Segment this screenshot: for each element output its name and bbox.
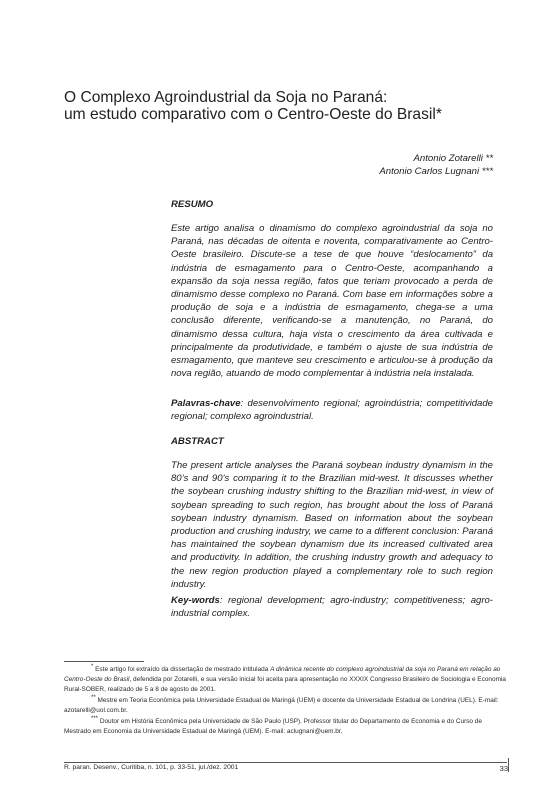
key-words bbox=[171, 594, 493, 620]
footnote-1-rest: , defendida por Zotarelli, e sua versão inicial foi aceita para apresentação no XXXIX Congresso Brasileiro de Sociologia e Economia Rural-SOBER, realizado de 5 a 8 de agosto de 2001. bbox=[64, 676, 506, 693]
footnote-2-text: Mestre em Teoria Econômica pela Universidade Estadual de Maringá (UEM) e docente da Universidade Estadual de Londrina (UEL). E-mail: azotarelli@uol.com.br. bbox=[64, 697, 499, 715]
palavras-chave bbox=[171, 397, 493, 423]
footnote-1-italic: A dinâmica recente do complexo agroindustrial da soja no Paraná em relação ao Centro-Oeste do Brasil bbox=[64, 666, 501, 684]
footnote-3-mark: *** bbox=[91, 716, 99, 722]
resumo-text: Este artigo analisa o dinamismo do complexo agroindustrial da soja no Paraná, nas décadas de oitenta e noventa, comparativamente ao Centro-Oeste brasileiro. Discute-se a tese de que houve “deslocamento” da indústria de esmagamento para o Centro-Oeste, acompanhando a expansão da soja nessa região, fatos que teriam provocado a perda de dinamismo desse complexo no Paraná. Com base em informações sobre a produção de soja e a indústria de esmagamento, chega-se a uma conclusão diferente, verificando-se a manutenção, no Paraná, do dinamismo dessa cultura, haja vista o crescimento da área cultivada e principalmente da produtividade, e também o ajuste de sua indústria de esmagamento, que manteve seu crescimento e articulou-se à produção da nova região, atuando de modo complementar à indústria nela instalada. bbox=[171, 223, 493, 380]
footnote-rule bbox=[64, 661, 144, 662]
page-number-divider bbox=[508, 758, 509, 772]
author-2: Antonio Carlos Lugnani *** bbox=[379, 166, 493, 177]
footnote-1-mark: * bbox=[91, 664, 94, 670]
title-line-2: um estudo comparativo com o Centro-Oeste do Brasil* bbox=[64, 106, 442, 123]
article-title bbox=[64, 89, 514, 123]
resumo-heading: RESUMO bbox=[171, 199, 214, 210]
footnote-3 bbox=[64, 715, 506, 737]
key-words-values: : regional development; agro-industry; competitiveness; agro-industrial complex. bbox=[171, 595, 493, 620]
title-line-1: O Complexo Agroindustrial da Soja no Paraná: bbox=[64, 89, 388, 106]
author-1: Antonio Zotarelli ** bbox=[413, 153, 493, 164]
footnote-1 bbox=[64, 663, 506, 695]
footnote-1-text: Este artigo foi extraído da dissertação de mestrado intitulada bbox=[95, 666, 271, 674]
journal-citation: R. paran. Desenv., Curitiba, n. 101, p. 33-51, jul./dez. 2001 bbox=[64, 764, 239, 771]
palavras-chave-values: : desenvolvimento regional; agroindústria; competitividade regional; complexo agroindustrial. bbox=[171, 398, 493, 423]
abstract-heading: ABSTRACT bbox=[171, 436, 224, 447]
page-number: 33 bbox=[499, 764, 508, 773]
footnote-2 bbox=[64, 694, 506, 716]
palavras-chave-label: Palavras-chave bbox=[171, 398, 241, 409]
footnote-2-mark: ** bbox=[91, 695, 96, 701]
footer-rule bbox=[64, 762, 507, 763]
footnote-3-text: Doutor em História Econômica pela Universidade de São Paulo (USP). Professor titular do Departamento de Economia e do Curso de Mestrado em Economia da Universidade Estadual de Maringá (UEM). E-mail: aclugnani@uem.br. bbox=[64, 718, 482, 736]
abstract-text: The present article analyses the Paraná soybean industry dynamism in the 80’s and 90’s comparing it to the Brazilian mid-west. It discusses whether the soybean crushing industry shifting to the Brazilian mid-west, in view of soybean spreading to such region, has brought about the loss of Paraná soybean industry dynamism. Based on information about the soybean production and crushing industry, we came to a different conclusion: Paraná has maintained the soybean dynamism due its increased cultivated area and productivity. In addition, the crushing industry growth and adequacy to the new region production played a complementary role to such region industry. bbox=[171, 460, 493, 590]
key-words-label: Key-words bbox=[171, 595, 220, 606]
author-list bbox=[379, 152, 493, 178]
